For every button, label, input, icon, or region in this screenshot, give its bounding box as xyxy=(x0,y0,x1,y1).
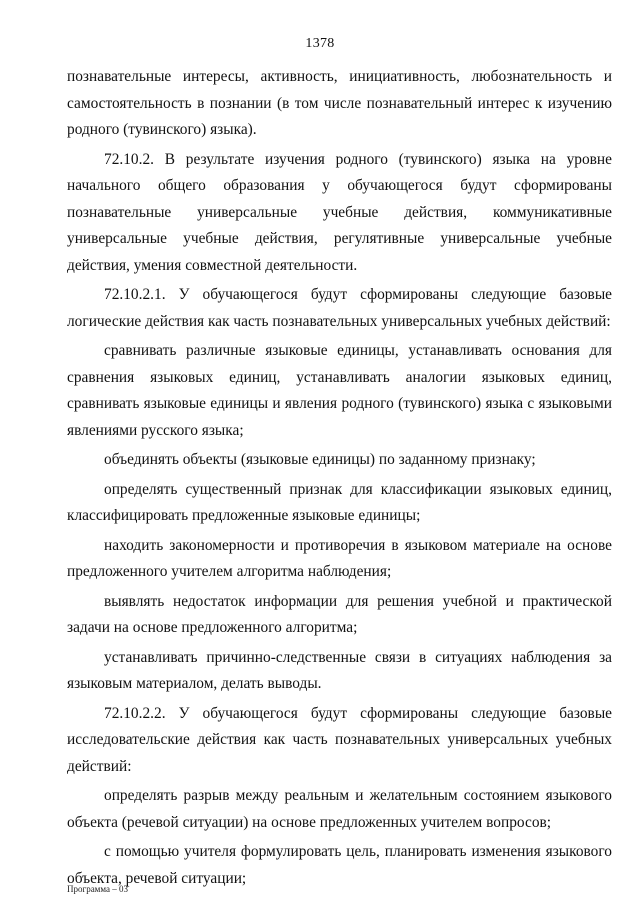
list-item-goal: с помощью учителя формулировать цель, планировать изменения языкового объекта, речевой ситуации; xyxy=(67,843,612,887)
list-item-combine: объединять объекты (языковые единицы) по заданному признаку; xyxy=(104,451,536,468)
list-item-lack-of-information: выявлять недостаток информации для решения учебной и практической задачи на основе предложенного алгоритма; xyxy=(67,592,612,636)
paragraph-section-72-10-2-1: 72.10.2.1. У обучающегося будут сформированы следующие базовые логические действия как часть познавательных универсальных учебных действий: xyxy=(67,286,612,330)
paragraph-section-72-10-2: 72.10.2. В результате изучения родного (тувинского) языка на уровне начального общего образования у обучающегося будут сформированы познавательные универсальные учебные действия, коммуникативные универсальные учебные действия, регулятивные универсальные учебные действия, умения совместной деятельности. xyxy=(67,150,612,274)
footer-program-label: Программа – 03 xyxy=(67,884,129,894)
list-item-compare: сравнивать различные языковые единицы, устанавливать основания для сравнения языковых единиц, устанавливать аналогии языковых единиц, сравнивать языковые единицы и явления родного (тувинского) языка с языковыми явлениями русского языка; xyxy=(67,342,612,439)
paragraph-section-72-10-2-2: 72.10.2.2. У обучающегося будут сформированы следующие базовые исследовательские действия как часть познавательных универсальных учебных действий: xyxy=(67,704,612,775)
document-body xyxy=(67,64,612,895)
page-number: 1378 xyxy=(305,36,335,51)
list-item-classify: определять существенный признак для классификации языковых единиц, классифицировать предложенные языковые единицы; xyxy=(67,480,612,524)
list-item-gap: определять разрыв между реальным и желательным состоянием языкового объекта (речевой ситуации) на основе предложенных учителем вопросов; xyxy=(67,787,612,831)
list-item-causal-links: устанавливать причинно-следственные связи в ситуациях наблюдения за языковым материалом, делать выводы. xyxy=(67,648,612,692)
list-item-patterns: находить закономерности и противоречия в языковом материале на основе предложенного учителем алгоритма наблюдения; xyxy=(67,536,612,580)
paragraph-continuation: познавательные интересы, активность, инициативность, любознательность и самостоятельность в познании (в том числе познавательный интерес к изучению родного (тувинского) языка). xyxy=(67,68,612,138)
